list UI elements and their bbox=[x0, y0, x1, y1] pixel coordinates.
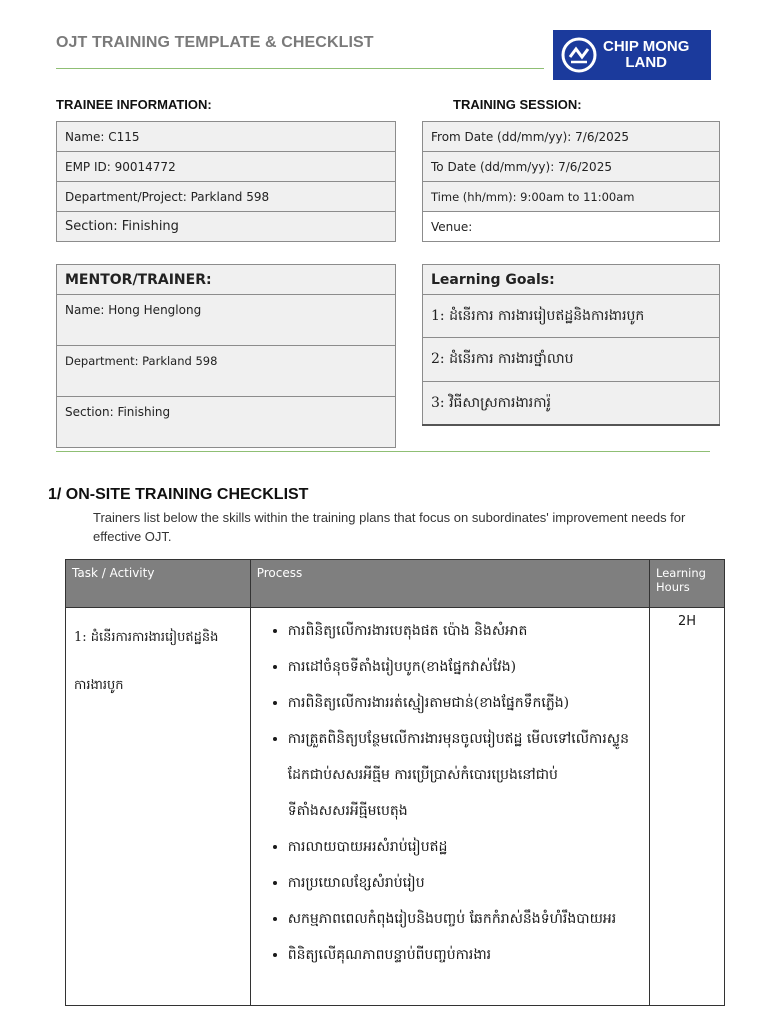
document-title: OJT TRAINING TEMPLATE & CHECKLIST bbox=[56, 34, 374, 51]
checklist-table bbox=[65, 559, 725, 1006]
goal-item-2: 2: ដំនើរការ ការងារថ្នាំលាប bbox=[423, 338, 720, 382]
goal-item-1: 1: ដំនើរការ ការងាររៀបឥដ្ឋនិងការងារបូក bbox=[423, 295, 720, 338]
mentor-name: Name: Hong Henglong bbox=[57, 295, 396, 346]
checklist-intro: Trainers list below the skills within the training plans that focus on subordinates' improvement needs for effective OJT. bbox=[93, 510, 686, 544]
task-activity-cell: 1: ដំនើរការការងាររៀបឥដ្ឋនិងការងារបូក bbox=[66, 608, 251, 1006]
trainee-name: Name: C115 bbox=[57, 122, 396, 152]
mentor-department: Department: Parkland 598 bbox=[57, 346, 396, 397]
col-hours: Learning Hours bbox=[650, 560, 725, 608]
session-from-date: From Date (dd/mm/yy): 7/6/2025 bbox=[423, 122, 720, 152]
session-heading: TRAINING SESSION: bbox=[453, 97, 582, 112]
list-item: • ការពិនិត្យលើការងាររត់ស្មៀរតាមជាន់(ខាងផ្នែកទឹកភ្លើង) bbox=[288, 685, 642, 721]
learning-goals-table bbox=[422, 264, 720, 426]
checklist-header-row bbox=[66, 560, 725, 608]
trainee-table bbox=[56, 121, 396, 242]
list-item: • ការលាយបាយអរសំរាប់រៀបឥដ្ឋ bbox=[288, 829, 642, 865]
company-logo bbox=[553, 30, 711, 80]
trainee-emp-id: EMP ID: 90014772 bbox=[57, 152, 396, 182]
session-time: Time (hh/mm): 9:00am to 11:00am bbox=[423, 182, 720, 212]
title-divider bbox=[56, 68, 544, 69]
list-item: • សកម្មភាពពេលកំពុងរៀបនិងបញ្ចប់ ឆែកកំរាស់នឹងទំហំរឹងបាយអរ bbox=[288, 901, 642, 937]
session-venue: Venue: bbox=[423, 212, 720, 242]
checklist-title: 1/ ON-SITE TRAINING CHECKLIST bbox=[48, 486, 309, 503]
trainee-heading: TRAINEE INFORMATION: bbox=[56, 97, 212, 112]
logo-wordmark bbox=[603, 39, 689, 71]
session-to-date: To Date (dd/mm/yy): 7/6/2025 bbox=[423, 152, 720, 182]
list-item: • ការដៅចំនុចទីតាំងរៀបបូក(ខាងផ្នែកវាស់វែង) bbox=[288, 649, 642, 685]
session-table bbox=[422, 121, 720, 242]
mentor-section: Section: Finishing bbox=[57, 397, 396, 448]
goal-item-3: 3: វិធីសាស្រការងារការ៉ូ bbox=[423, 382, 720, 426]
list-item: • ពិនិត្យលើគុណភាពបន្ទាប់ពីបញ្ចប់ការងារ bbox=[288, 937, 642, 973]
list-item: • ការប្រយោលខ្សែសំរាប់រៀប bbox=[288, 865, 642, 901]
learning-hours-cell: 2H bbox=[650, 608, 725, 1006]
trainee-department: Department/Project: Parkland 598 bbox=[57, 182, 396, 212]
mentor-heading: MENTOR/TRAINER: bbox=[57, 265, 396, 295]
goals-heading: Learning Goals: bbox=[423, 265, 720, 295]
process-cell bbox=[250, 608, 649, 1006]
list-item: • ការត្រួតពិនិត្យបន្ថែមលើការងារមុនចូលរៀបឥដ្ឋ មើលទៅលើការស្ទូនដែកជាប់សសរអីធ្មីម ការប្រើប្រាស់កំបោរប្រេងនៅជាប់ទីតាំងសសរអីធ្មីមបេតុង bbox=[288, 721, 642, 829]
table-row bbox=[66, 608, 725, 1006]
logo-line-1: CHIP MONG bbox=[603, 38, 690, 55]
col-process: Process bbox=[250, 560, 649, 608]
mentor-table bbox=[56, 264, 396, 448]
process-steps-list bbox=[252, 609, 648, 977]
section-divider bbox=[56, 451, 710, 452]
list-item: • ការពិនិត្យលើការងារបេតុងផត ប៉ោង និងសំអាត bbox=[288, 613, 642, 649]
trainee-section: Section: Finishing bbox=[57, 212, 396, 242]
chip-mong-logo-icon bbox=[561, 37, 597, 73]
logo-line-2: LAND bbox=[625, 54, 668, 71]
col-task: Task / Activity bbox=[66, 560, 251, 608]
